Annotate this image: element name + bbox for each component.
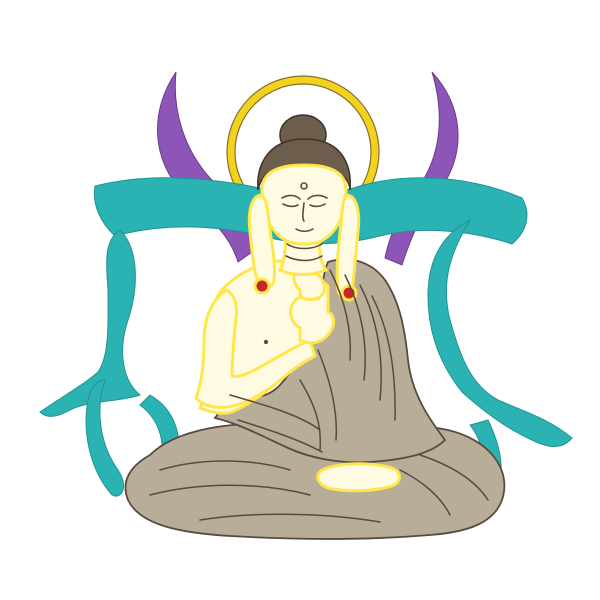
purple-ribbon-left xyxy=(158,72,255,262)
foot xyxy=(318,464,400,491)
purple-ribbon-right xyxy=(385,72,458,265)
body-details xyxy=(264,340,268,344)
earring-left xyxy=(255,279,269,293)
